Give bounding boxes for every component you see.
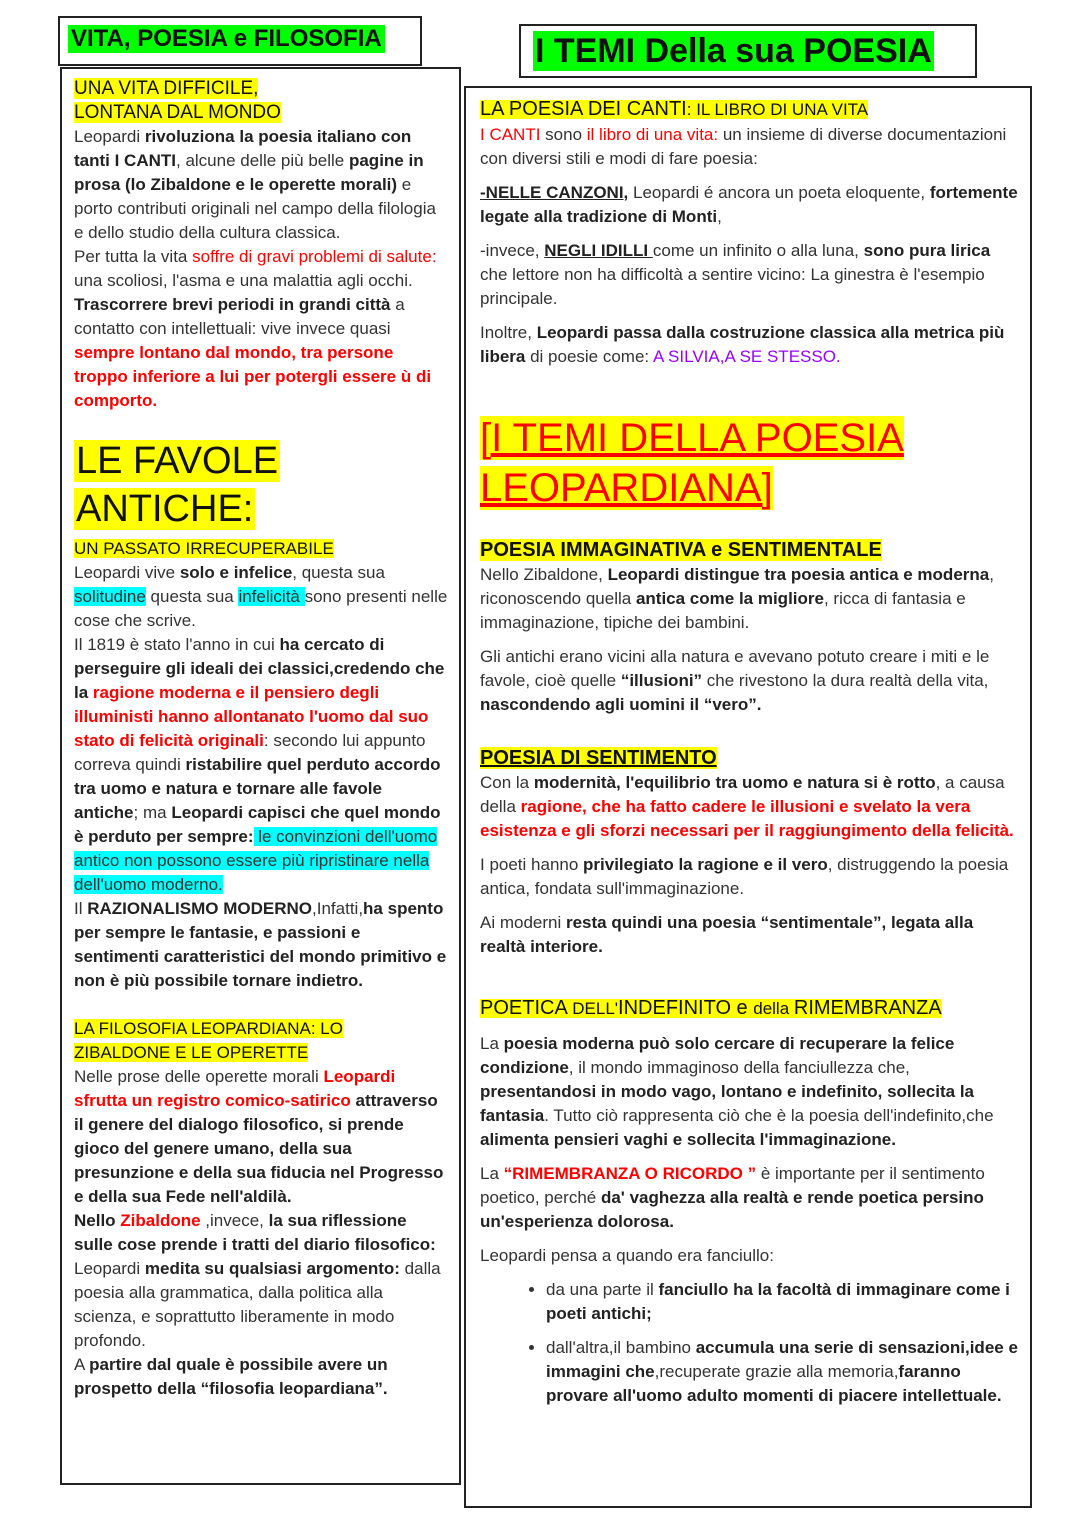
section-indefinito-p2: La “RIMEMBRANZA O RICORDO ” è importante per il sentimento poetico, perché da' vaghezza alla realtà e rende poetica persino un'esperienza dolorosa. — [480, 1164, 985, 1231]
section-favole-p3: Il RAZIONALISMO MODERNO,Infatti,ha spento per sempre le fantasie, e passioni e sentimenti caratteristici del mondo primitivo e non è più possibile tornare indietro. — [74, 899, 447, 990]
section-filosofia-p2: Nello Zibaldone ,invece, la sua riflessione sulle cose prende i tratti del diario filosofico: Leopardi medita su qualsiasi argomento: dalla poesia alla grammatica, dalla politica alla scienza, e soprattutto liberamente in modo profondo. — [74, 1211, 441, 1350]
section-immaginativa-p1: Nello Zibaldone, Leopardi distingue tra poesia antica e moderna, riconoscendo quella antica come la migliore, ricca di fantasia e immaginazione, tipiche dei bambini. — [480, 565, 994, 632]
left-title-box — [58, 16, 422, 66]
left-title: VITA, POESIA e FILOSOFIA — [68, 25, 385, 53]
section-filosofia-p1: Nelle prose delle operette morali Leopardi sfrutta un registro comico-satirico attraverso il genere del dialogo filosofico, si prende gioco del genere umano, della sua presunzione e della sua fiducia nel Progresso e della sua Fede nell'aldilà. — [74, 1067, 444, 1206]
section-canti-p2: -NELLE CANZONI, Leopardi é ancora un poeta eloquente, fortemente legate alla tradizione di Monti, — [480, 183, 1018, 226]
section-immaginativa-p2: Gli antichi erano vicini alla natura e avevano potuto creare i miti e le favole, cioè quelle “illusioni” che rivestono la dura realtà della vita, nascondendo agli uomini il “vero”. — [480, 647, 990, 714]
section-favole-p2: Il 1819 è stato l'anno in cui ha cercato di perseguire gli ideali dei classici,credendo che la ragione moderna e il pensiero degli illuministi hanno allontanato l'uomo dal suo stato di felicità originali: secondo lui appunto correva quindi ristabilire quel perduto accordo tra uomo e natura e tornare alle favole antiche; ma Leopardi capisci che quel mondo è perduto per sempre: le convinzioni dell'uomo antico non possono essere più ripristinare nella dell'uomo moderno. — [74, 635, 445, 894]
section-canti-heading: LA POESIA DEI CANTI: IL LIBRO DI UNA VITA — [480, 98, 869, 120]
right-title-box — [519, 24, 977, 78]
section-sentimento-p3: Ai moderni resta quindi una poesia “sentimentale”, legata alla realtà interiore. — [480, 913, 974, 956]
section-indefinito-list — [480, 1278, 1020, 1408]
section-favole-heading: LE FAVOLE ANTICHE: — [76, 440, 279, 530]
section-indefinito-heading: POETICA DELL'INDEFINITO e della RIMEMBRANZA — [480, 997, 942, 1019]
section-immaginativa-heading: POESIA IMMAGINATIVA e SENTIMENTALE — [480, 539, 882, 561]
section-canti-p1: I CANTI sono il libro di una vita: un insieme di diverse documentazioni con diversi stili e modi di fare poesia: — [480, 125, 1007, 168]
list-item: • dall'altra,il bambino accumula una serie di sensazioni,idee e immagini che,recuperate grazie alla memoria,faranno provare all'uomo adulto momenti di piacere intellettuale. — [546, 1336, 1020, 1408]
section-favole-p1: Leopardi vive solo e infelice, questa sua solitudine questa sua infelicità sono presenti nelle cose che scrive. — [74, 563, 448, 630]
right-content — [480, 96, 1020, 1418]
left-column — [60, 67, 461, 1485]
section-indefinito-p1: La poesia moderna può solo cercare di recuperare la felice condizione, il mondo immaginoso della fanciullezza che, presentandosi in modo vago, lontano e indefinito, sollecita la fantasia. Tutto ciò rappresenta ciò che è la poesia dell'indefinito,che alimenta pensieri vaghi e sollecita l'immaginazione. — [480, 1034, 994, 1149]
section-favole-sub: UN PASSATO IRRECUPERABILE — [74, 539, 334, 558]
section-sentimento-p1: Con la modernità, l'equilibrio tra uomo e natura si è rotto, a causa della ragione, che ha fatto cadere le illusioni e svelato la vera esistenza e gli sforzi necessari per il raggiungimento della felicità. — [480, 773, 1014, 840]
section-indefinito-p3: Leopardi pensa a quando era fanciullo: — [480, 1246, 774, 1265]
section-filosofia-p3: A partire dal quale è possibile avere un prospetto della “filosofia leopardiana”. — [74, 1355, 388, 1398]
right-title: I TEMI Della sua POESIA — [535, 32, 932, 70]
section-temi-heading: [I TEMI DELLA POESIA LEOPARDIANA] — [480, 416, 904, 510]
section-vita-p2: Per tutta la vita soffre di gravi problemi di salute: una scoliosi, l'asma e una malattia agli occhi. Trascorrere brevi periodi in grandi città a contatto con intellettuali: vive invece quasi sempre lontano dal mondo, tra persone troppo inferiore a lui per potergli essere ù di comporto. — [74, 247, 437, 410]
section-filosofia-heading: LA FILOSOFIA LEOPARDIANA: LO ZIBALDONE E LE OPERETTE — [74, 1019, 343, 1062]
section-sentimento-heading: POESIA DI SENTIMENTO — [480, 747, 717, 769]
section-vita-p1: Leopardi rivoluziona la poesia italiano con tanti I CANTI, alcune delle più belle pagine in prosa (lo Zibaldone e le operette morali) e porto contributi originali nel campo della filologia e dello studio della cultura classica. — [74, 127, 436, 242]
section-canti-p3: -invece, NEGLI IDILLI come un infinito o alla luna, sono pura lirica che lettore non ha difficoltà a sentire vicino: La ginestra è l'esempio principale. — [480, 241, 991, 308]
section-vita-heading: UNA VITA DIFFICILE, LONTANA DAL MONDO — [74, 78, 281, 123]
list-item: • da una parte il fanciullo ha la facoltà di immaginare come i poeti antichi; — [546, 1278, 1020, 1326]
right-column — [464, 86, 1032, 1508]
left-content — [74, 77, 449, 1401]
section-canti-p4: Inoltre, Leopardi passa dalla costruzione classica alla metrica più libera di poesie come: A SILVIA,A SE STESSO. — [480, 323, 1005, 366]
section-sentimento-p2: I poeti hanno privilegiato la ragione e il vero, distruggendo la poesia antica, fondata sull'immaginazione. — [480, 855, 1009, 898]
